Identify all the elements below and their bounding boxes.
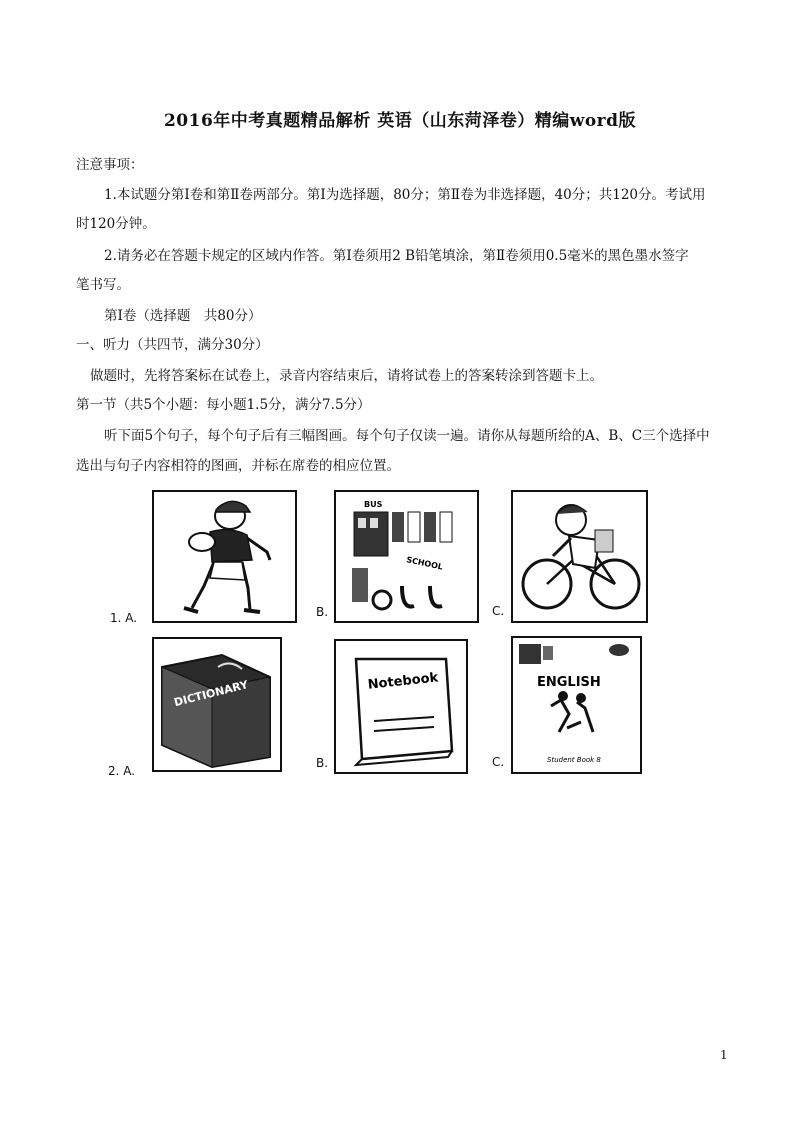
q1-label: 1. A. [110,611,138,625]
q1-option-b-label: B. [316,605,329,619]
notice-heading: 注意事项： [76,157,144,173]
notice-2-line-2: 笔书写。 [76,277,130,293]
section-1-heading: 一、听力（共四节，满分30分） [76,337,269,353]
q2-option-c-label: C. [492,755,505,769]
part-1-instructions-2: 选出与句子内容相符的图画，并标在席卷的相应位置。 [76,458,400,474]
student-book-label: Student Book 8 [547,756,601,764]
notebook-label: Notebook [367,670,439,693]
notice-1-line-1: 1.本试题分第Ⅰ卷和第Ⅱ卷两部分。第Ⅰ为选择题，80分；第Ⅱ卷为非选择题，40分；共120分。考试用 [104,187,706,203]
volume-1-heading: 第Ⅰ卷（选择题 共80分） [104,308,262,324]
q1-option-b-image [334,490,479,623]
page-number: 1 [720,1048,728,1062]
q2-option-b-image [334,639,468,774]
q2-option-c-image [511,636,642,774]
q1-option-c-image [511,490,648,623]
q1-option-a-image [152,490,297,623]
school-label: SCHOOL [405,555,444,572]
part-1-instructions-1: 听下面5个句子，每个句子后有三幅图画。每个句子仅读一遍。请你从每题所给的A、B、C三个选择中 [104,428,710,444]
part-1-heading: 第一节（共5个小题：每小题1.5分，满分7.5分） [76,397,371,413]
bus-label: BUS [364,500,383,509]
page-title: 2016年中考真题精品解析 英语（山东菏泽卷）精编word版 [163,111,637,131]
q2-option-b-label: B. [316,756,329,770]
notice-2-line-1: 2.请务必在答题卡规定的区域内作答。第Ⅰ卷须用2 B铅笔填涂，第Ⅱ卷须用0.5毫米的黑色墨水签字 [104,248,689,264]
section-1-instructions: 做题时，先将答案标在试卷上，录音内容结束后，请将试卷上的答案转涂到答题卡上。 [90,368,603,384]
english-label: ENGLISH [537,675,601,690]
q2-label: 2. A. [108,764,136,778]
notice-1-line-2: 时120分钟。 [76,216,156,232]
q1-option-c-label: C. [492,604,505,618]
q2-option-a-image [152,637,282,772]
dictionary-label: DICTIONARY [172,678,250,710]
